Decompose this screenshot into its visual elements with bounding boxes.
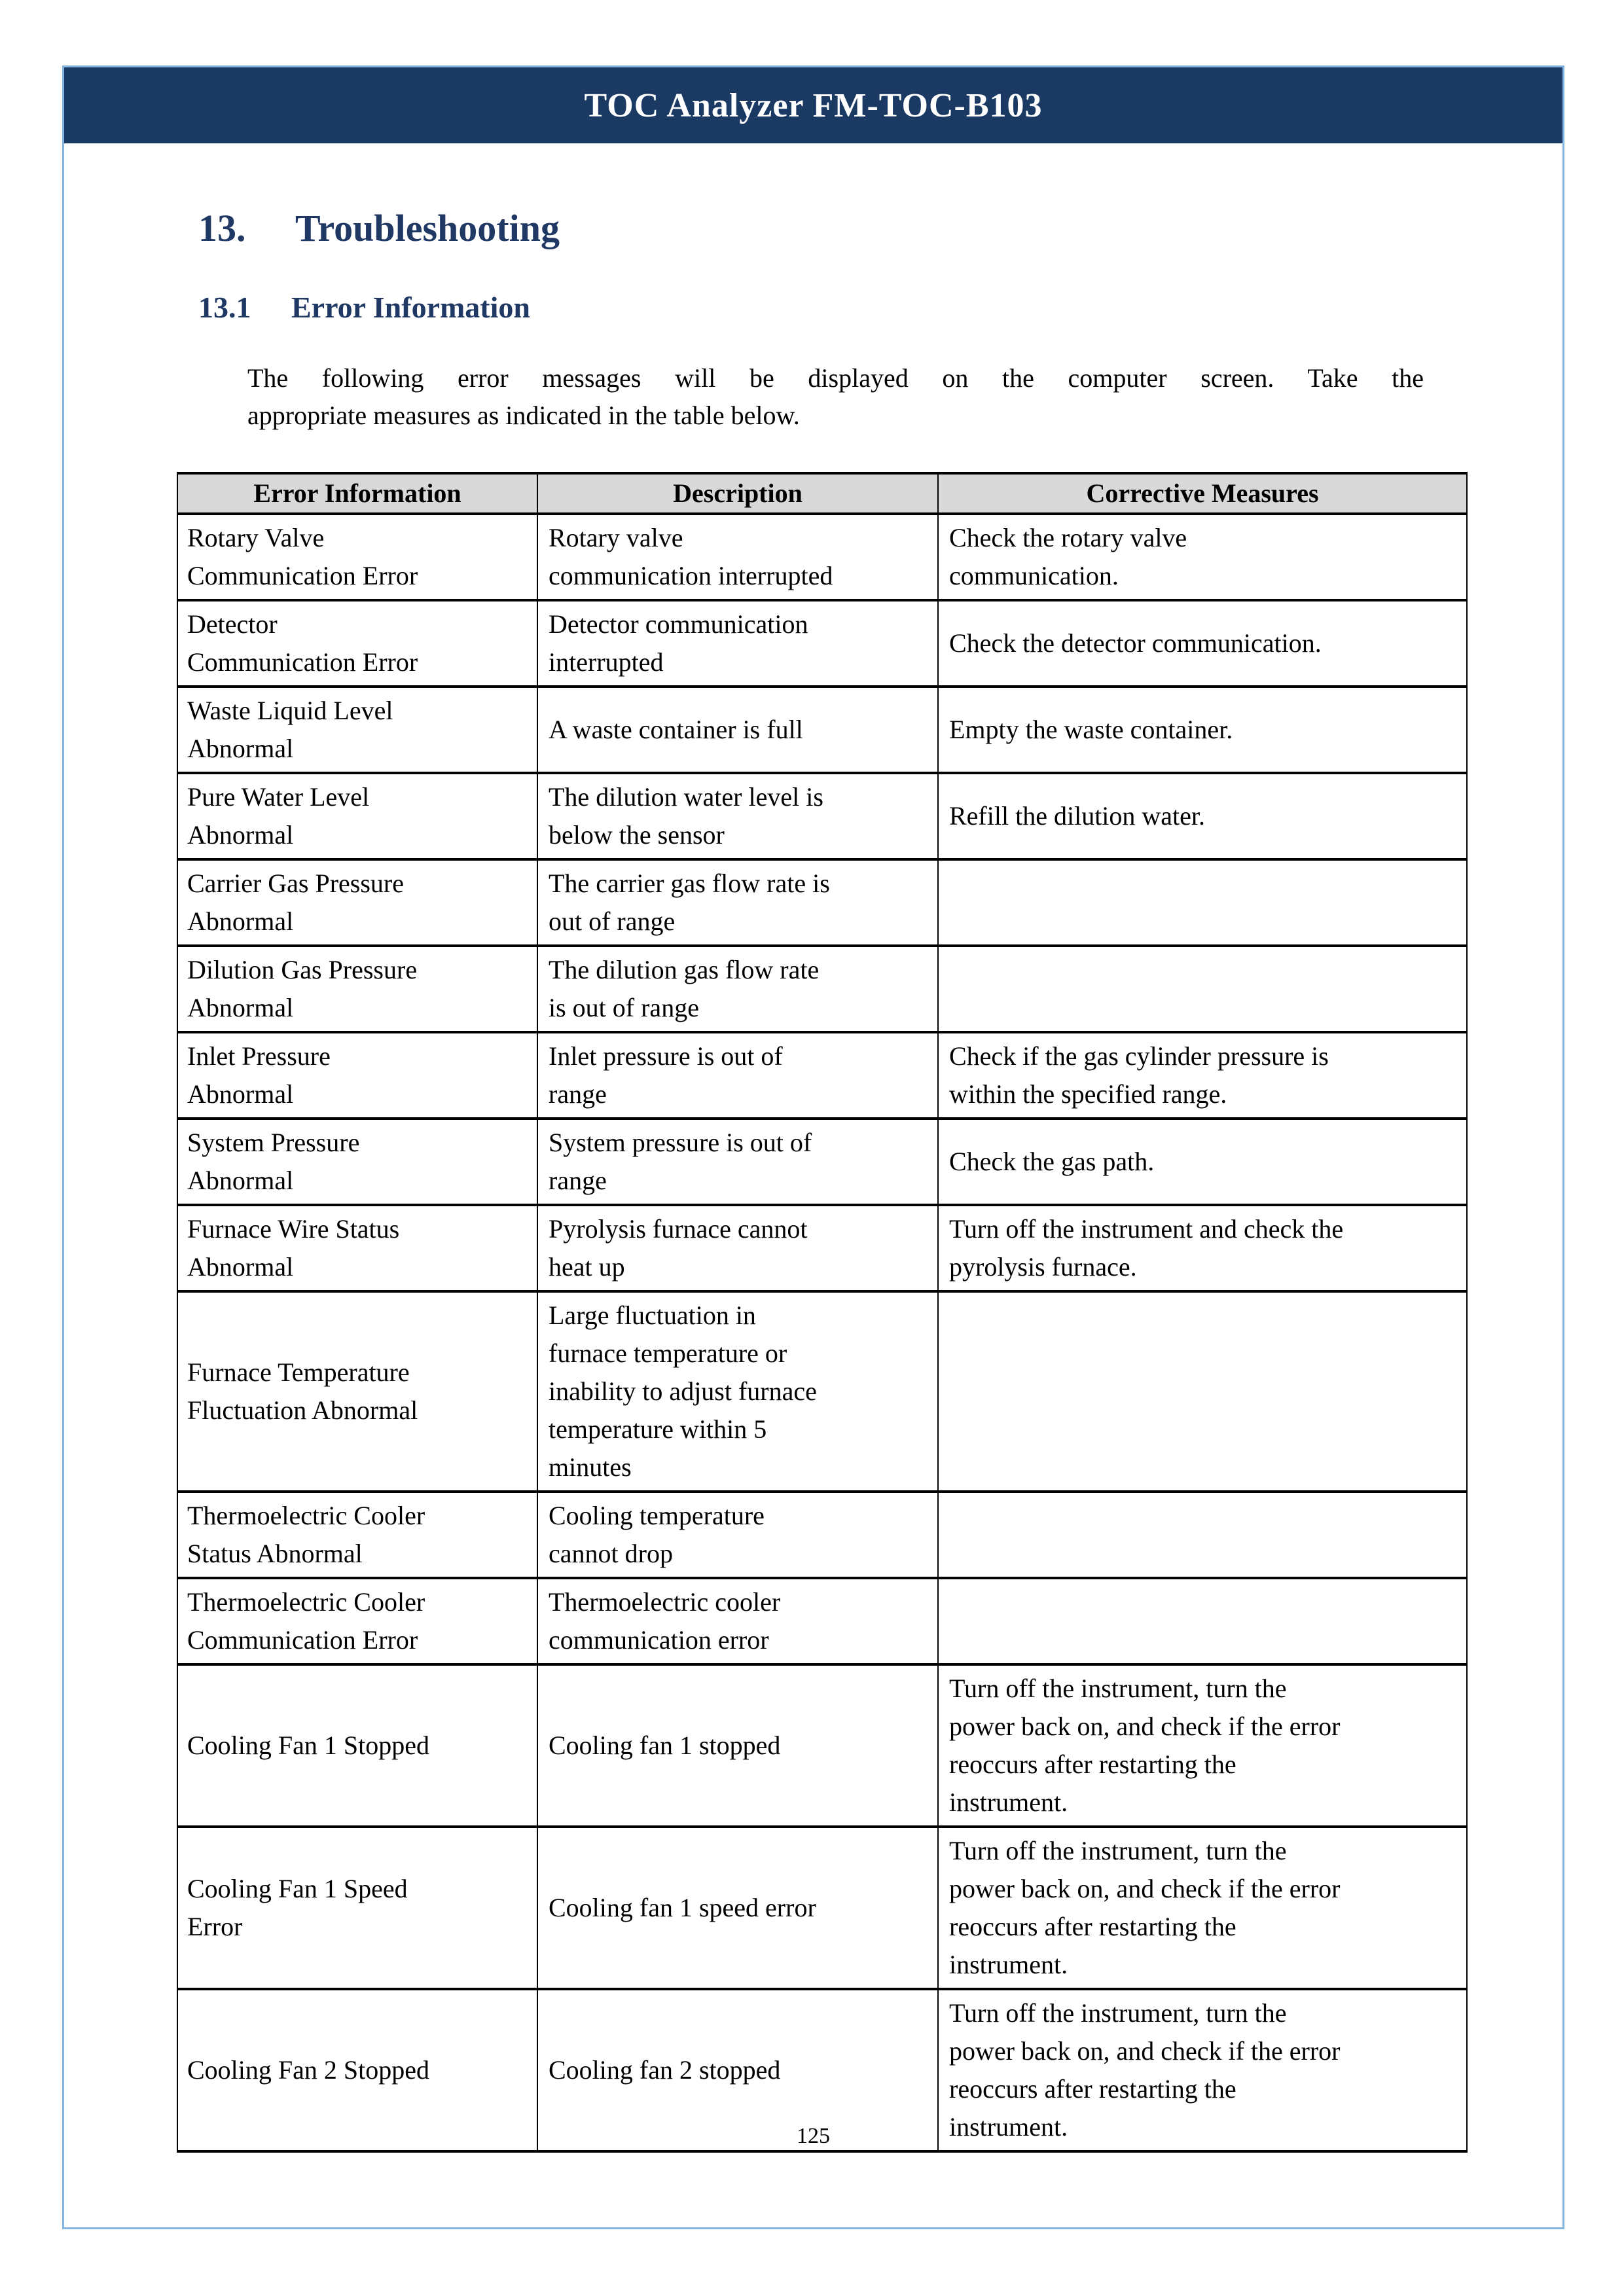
- table-row: [177, 1492, 1467, 1578]
- section-heading: [198, 206, 560, 250]
- table-row: [177, 859, 1467, 946]
- error-cell: Furnace Temperature Fluctuation Abnormal: [177, 1291, 537, 1492]
- measure-cell: Check the rotary valve communication.: [938, 514, 1467, 600]
- column-header-description: Description: [537, 473, 938, 514]
- subsection-number: 13.1: [198, 291, 251, 324]
- table-row: [177, 1119, 1467, 1205]
- error-cell: Cooling Fan 2 Stopped: [177, 1989, 537, 2151]
- description-cell: Cooling fan 1 speed error: [537, 1827, 938, 1989]
- description-cell: Rotary valve communication interrupted: [537, 514, 938, 600]
- page-number: 125: [797, 2124, 830, 2148]
- description-cell: Detector communication interrupted: [537, 600, 938, 687]
- measure-cell: [938, 1578, 1467, 1664]
- description-cell: The carrier gas flow rate is out of range: [537, 859, 938, 946]
- table-row: [177, 1664, 1467, 1827]
- description-cell: Cooling fan 2 stopped: [537, 1989, 938, 2151]
- table-row: [177, 1578, 1467, 1664]
- description-cell: Pyrolysis furnace cannot heat up: [537, 1205, 938, 1291]
- description-cell: Large fluctuation in furnace temperature or inability to adjust furnace temperature within 5 minutes: [537, 1291, 938, 1492]
- error-cell: Pure Water Level Abnormal: [177, 773, 537, 859]
- description-cell: Inlet pressure is out of range: [537, 1032, 938, 1119]
- measure-cell: Refill the dilution water.: [938, 773, 1467, 859]
- intro-line-1: The following error messages will be displayed on the computer screen. Take the: [247, 363, 1424, 393]
- subsection-title: Error Information: [291, 291, 530, 324]
- error-table: [177, 472, 1468, 2153]
- error-cell: Rotary Valve Communication Error: [177, 514, 537, 600]
- measure-cell: Turn off the instrument, turn the power back on, and check if the error reoccurs after restarting the instrument.: [938, 1989, 1467, 2151]
- description-cell: Cooling fan 1 stopped: [537, 1664, 938, 1827]
- measure-cell: [938, 859, 1467, 946]
- error-cell: System Pressure Abnormal: [177, 1119, 537, 1205]
- measure-cell: Empty the waste container.: [938, 687, 1467, 773]
- measure-cell: Turn off the instrument and check the pyrolysis furnace.: [938, 1205, 1467, 1291]
- page-frame: [62, 65, 1564, 2229]
- description-cell: A waste container is full: [537, 687, 938, 773]
- intro-paragraph: [247, 359, 1424, 434]
- measure-cell: Check the gas path.: [938, 1119, 1467, 1205]
- description-cell: The dilution water level is below the sensor: [537, 773, 938, 859]
- table-row: [177, 1291, 1467, 1492]
- measure-cell: Turn off the instrument, turn the power back on, and check if the error reoccurs after restarting the instrument.: [938, 1664, 1467, 1827]
- table-row: [177, 687, 1467, 773]
- measure-cell: Turn off the instrument, turn the power back on, and check if the error reoccurs after restarting the instrument.: [938, 1827, 1467, 1989]
- column-header-corrective-measures: Corrective Measures: [938, 473, 1467, 514]
- document-title: TOC Analyzer FM-TOC-B103: [584, 86, 1043, 124]
- error-cell: Detector Communication Error: [177, 600, 537, 687]
- measure-cell: Check the detector communication.: [938, 600, 1467, 687]
- table-row: [177, 946, 1467, 1032]
- description-cell: The dilution gas flow rate is out of range: [537, 946, 938, 1032]
- description-cell: Cooling temperature cannot drop: [537, 1492, 938, 1578]
- measure-cell: [938, 946, 1467, 1032]
- section-title: Troubleshooting: [295, 207, 560, 249]
- measure-cell: [938, 1291, 1467, 1492]
- error-cell: Cooling Fan 1 Speed Error: [177, 1827, 537, 1989]
- measure-cell: [938, 1492, 1467, 1578]
- table-row: [177, 1205, 1467, 1291]
- table-row: [177, 773, 1467, 859]
- description-cell: System pressure is out of range: [537, 1119, 938, 1205]
- error-cell: Thermoelectric Cooler Communication Error: [177, 1578, 537, 1664]
- table-row: [177, 1827, 1467, 1989]
- column-header-error-information: Error Information: [177, 473, 537, 514]
- error-cell: Furnace Wire Status Abnormal: [177, 1205, 537, 1291]
- table-row: [177, 600, 1467, 687]
- intro-line-2: appropriate measures as indicated in the table below.: [247, 401, 800, 430]
- section-number: 13.: [198, 207, 246, 249]
- error-cell: Cooling Fan 1 Stopped: [177, 1664, 537, 1827]
- error-cell: Dilution Gas Pressure Abnormal: [177, 946, 537, 1032]
- table-header-row: [177, 473, 1467, 514]
- error-cell: Inlet Pressure Abnormal: [177, 1032, 537, 1119]
- subsection-heading: [198, 290, 530, 325]
- error-cell: Carrier Gas Pressure Abnormal: [177, 859, 537, 946]
- table-row: [177, 1032, 1467, 1119]
- table-row: [177, 514, 1467, 600]
- measure-cell: Check if the gas cylinder pressure is within the specified range.: [938, 1032, 1467, 1119]
- error-cell: Thermoelectric Cooler Status Abnormal: [177, 1492, 537, 1578]
- error-cell: Waste Liquid Level Abnormal: [177, 687, 537, 773]
- document-header: [64, 67, 1562, 143]
- description-cell: Thermoelectric cooler communication error: [537, 1578, 938, 1664]
